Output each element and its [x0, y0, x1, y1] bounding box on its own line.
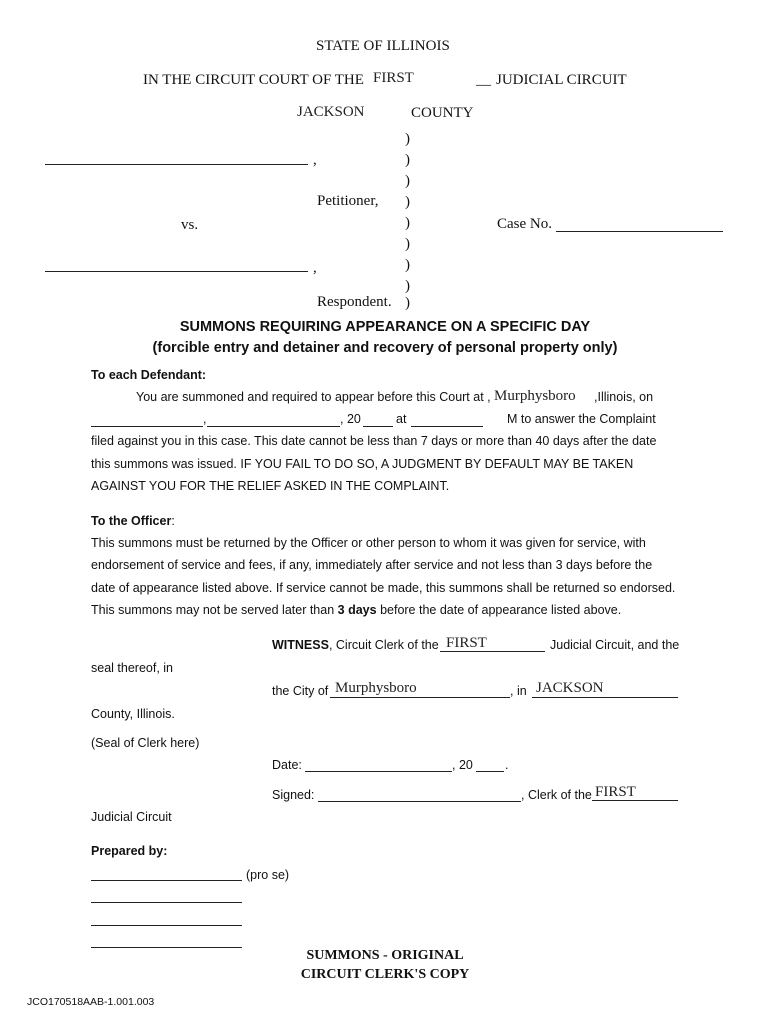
judicial-circuit-text: Judicial Circuit: [91, 810, 172, 824]
defendant-line4: this summons was issued. IF YOU FAIL TO DO SO, A JUDGMENT BY DEFAULT MAY BE TAKEN: [91, 457, 634, 471]
witness-city-field[interactable]: [330, 697, 510, 698]
caption-paren: ): [405, 295, 410, 311]
petitioner-name-field[interactable]: [45, 164, 308, 165]
city-label: the City of: [272, 684, 329, 698]
appearance-year-field[interactable]: [363, 426, 393, 427]
officer-heading-label: To the Officer: [91, 514, 172, 528]
witness-city-fill[interactable]: Murphysboro: [335, 680, 417, 696]
officer-line4-prefix: This summons may not be served later than: [91, 603, 335, 617]
witness-year-prefix: , 20: [452, 758, 473, 772]
signature-field[interactable]: [318, 801, 521, 802]
county-label: COUNTY: [411, 105, 474, 121]
respondent-label: Respondent.: [317, 294, 392, 310]
preparer-address-field[interactable]: [91, 902, 242, 903]
caption-paren: ): [405, 215, 410, 231]
caption-paren: ): [405, 131, 410, 147]
officer-heading-colon: :: [171, 514, 175, 528]
defendant-heading: To each Defendant:: [91, 368, 207, 382]
in-label: , in: [510, 684, 527, 698]
defendant-line1-prefix: You are summoned and required to appear before this Court at ,: [136, 390, 491, 404]
case-no-field[interactable]: [556, 231, 723, 232]
caption-paren: ): [405, 236, 410, 252]
witness-county-fill[interactable]: JACKSON: [536, 680, 604, 696]
respondent-comma: ,: [313, 260, 317, 276]
appearance-weekday-field[interactable]: [207, 426, 340, 427]
witness-circuit-fill[interactable]: FIRST: [446, 635, 487, 651]
date-comma: ,: [203, 412, 207, 426]
officer-line3: date of appearance listed above. If service cannot be made, this summons shall be returned so endorsed.: [91, 581, 676, 595]
prepared-by-heading: Prepared by:: [91, 844, 168, 858]
state-heading: STATE OF ILLINOIS: [316, 38, 450, 54]
date-label: Date:: [272, 758, 302, 772]
pro-se-label: (pro se): [246, 868, 290, 882]
preparer-city-field[interactable]: [91, 925, 242, 926]
circuit-blank: __: [476, 72, 491, 88]
county-fill[interactable]: JACKSON: [297, 104, 365, 120]
clerk-of-label: , Clerk of the: [521, 788, 592, 802]
caption-paren: ): [405, 173, 410, 189]
witness-prefix: , Circuit Clerk of the: [328, 638, 439, 652]
witness-label: WITNESS: [272, 638, 329, 652]
case-no-label: Case No.: [497, 216, 552, 232]
officer-line2: endorsement of service and fees, if any, immediately after service and not less than 3 days before the: [91, 558, 653, 572]
defendant-line2-suffix: M to answer the Complaint: [507, 412, 656, 426]
officer-line4-days: 3 days: [337, 603, 377, 617]
defendant-line3: filed against you in this case. This date cannot be less than 7 days or more than 40 days after the date: [91, 434, 657, 448]
appearance-time-field[interactable]: [411, 426, 483, 427]
officer-line4-suffix: before the date of appearance listed above.: [380, 603, 622, 617]
witness-year-field[interactable]: [476, 771, 504, 772]
signed-label: Signed:: [272, 788, 315, 802]
year-prefix: , 20: [340, 412, 361, 426]
appearance-month-day-field[interactable]: [91, 426, 203, 427]
witness-line: [272, 638, 439, 652]
petitioner-comma: ,: [313, 152, 317, 168]
caption-paren: ): [405, 194, 410, 210]
county-illinois: County, Illinois.: [91, 707, 175, 721]
preparer-name-field[interactable]: [91, 880, 242, 881]
officer-heading: [91, 514, 175, 528]
summons-subtitle: (forcible entry and detainer and recovery of personal property only): [152, 340, 618, 356]
witness-suffix: Judicial Circuit, and the: [550, 638, 680, 652]
officer-line4: [91, 603, 621, 617]
seal-thereof: seal thereof, in: [91, 661, 173, 675]
judicial-circuit-label: JUDICIAL CIRCUIT: [496, 72, 627, 88]
caption-paren: ): [405, 152, 410, 168]
petitioner-label: Petitioner,: [317, 193, 379, 209]
caption-paren: ): [405, 257, 410, 273]
witness-county-field[interactable]: [532, 697, 678, 698]
footer-title-original: SUMMONS - ORIGINAL: [306, 948, 464, 963]
circuit-fill[interactable]: FIRST: [373, 70, 414, 86]
appearance-city-fill[interactable]: Murphysboro: [494, 388, 576, 404]
vs-label: vs.: [181, 217, 199, 233]
witness-date-field[interactable]: [305, 771, 452, 772]
at-label: at: [396, 412, 407, 426]
defendant-line1-suffix: ,Illinois, on: [594, 390, 654, 404]
defendant-line5: AGAINST YOU FOR THE RELIEF ASKED IN THE COMPLAINT.: [91, 479, 450, 493]
date-period: .: [505, 758, 509, 772]
summons-title: SUMMONS REQUIRING APPEARANCE ON A SPECIFIC DAY: [179, 319, 591, 335]
respondent-name-field[interactable]: [45, 271, 308, 272]
footer-title-clerk-copy: CIRCUIT CLERK'S COPY: [300, 967, 470, 982]
caption-paren: ): [405, 278, 410, 294]
clerk-circuit-fill[interactable]: FIRST: [595, 784, 636, 800]
form-code: JCO170518AAB-1.001.003: [27, 996, 155, 1008]
seal-of-clerk: (Seal of Clerk here): [91, 736, 200, 750]
court-heading: IN THE CIRCUIT COURT OF THE: [143, 72, 364, 88]
officer-line1: This summons must be returned by the Officer or other person to whom it was given for service, with: [91, 536, 646, 550]
